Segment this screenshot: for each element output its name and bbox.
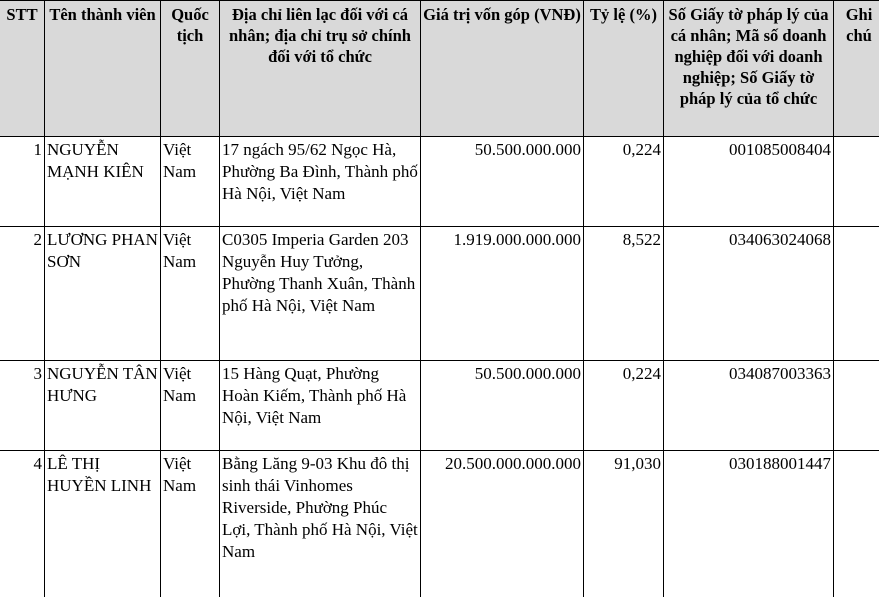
cell-note [834, 137, 879, 227]
table-row [0, 361, 879, 451]
cell-ratio: 0,224 [584, 137, 664, 227]
table-body [0, 137, 879, 597]
cell-legal-id: 034087003363 [664, 361, 834, 451]
table-row [0, 451, 879, 597]
cell-capital: 20.500.000.000.000 [421, 451, 584, 597]
cell-nationality: Việt Nam [161, 227, 220, 361]
table-header [0, 1, 879, 137]
cell-ratio: 0,224 [584, 361, 664, 451]
header-ratio: Tỷ lệ (%) [584, 1, 664, 137]
cell-nationality: Việt Nam [161, 451, 220, 597]
cell-address: Bằng Lăng 9-03 Khu đô thị sinh thái Vinhomes Riverside, Phường Phúc Lợi, Thành phố Hà Nội, Việt Nam [220, 451, 421, 597]
header-legal-id: Số Giấy tờ pháp lý của cá nhân; Mã số doanh nghiệp đối với doanh nghiệp; Số Giấy tờ pháp lý của tổ chức [664, 1, 834, 137]
header-note: Ghi chú [834, 1, 879, 137]
cell-capital: 1.919.000.000.000 [421, 227, 584, 361]
cell-stt: 1 [0, 137, 45, 227]
cell-stt: 3 [0, 361, 45, 451]
cell-capital: 50.500.000.000 [421, 137, 584, 227]
cell-note [834, 227, 879, 361]
cell-address: C0305 Imperia Garden 203 Nguyễn Huy Tưởng, Phường Thanh Xuân, Thành phố Hà Nội, Việt Nam [220, 227, 421, 361]
cell-stt: 2 [0, 227, 45, 361]
cell-ratio: 8,522 [584, 227, 664, 361]
table-row [0, 137, 879, 227]
cell-legal-id: 030188001447 [664, 451, 834, 597]
header-name: Tên thành viên [45, 1, 161, 137]
cell-name: LƯƠNG PHAN SƠN [45, 227, 161, 361]
header-capital: Giá trị vốn góp (VNĐ) [421, 1, 584, 137]
cell-address: 17 ngách 95/62 Ngọc Hà, Phường Ba Đình, Thành phố Hà Nội, Việt Nam [220, 137, 421, 227]
cell-name: LÊ THỊ HUYỀN LINH [45, 451, 161, 597]
cell-nationality: Việt Nam [161, 361, 220, 451]
cell-name: NGUYỄN MẠNH KIÊN [45, 137, 161, 227]
cell-legal-id: 001085008404 [664, 137, 834, 227]
header-nationality: Quốc tịch [161, 1, 220, 137]
cell-name: NGUYỄN TÂN HƯNG [45, 361, 161, 451]
cell-legal-id: 034063024068 [664, 227, 834, 361]
cell-address: 15 Hàng Quạt, Phường Hoàn Kiếm, Thành phố Hà Nội, Việt Nam [220, 361, 421, 451]
cell-note [834, 451, 879, 597]
table-row [0, 227, 879, 361]
cell-nationality: Việt Nam [161, 137, 220, 227]
cell-capital: 50.500.000.000 [421, 361, 584, 451]
header-stt: STT [0, 1, 45, 137]
cell-ratio: 91,030 [584, 451, 664, 597]
header-address: Địa chỉ liên lạc đối với cá nhân; địa chỉ trụ sở chính đối với tổ chức [220, 1, 421, 137]
cell-note [834, 361, 879, 451]
cell-stt: 4 [0, 451, 45, 597]
